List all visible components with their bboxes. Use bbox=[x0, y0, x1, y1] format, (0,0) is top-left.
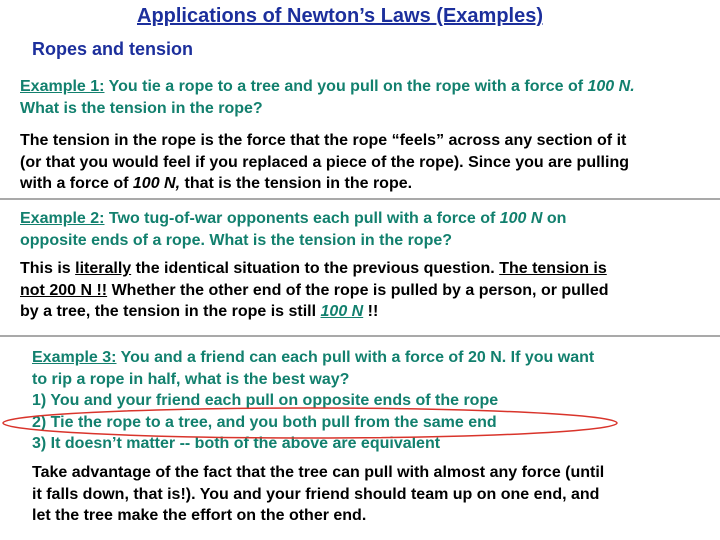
example3-answer-line2: it falls down, that is!). You and your friend should team up on one end, and bbox=[32, 485, 600, 503]
example2-answer-start: This is bbox=[20, 260, 76, 277]
divider-2 bbox=[0, 335, 720, 337]
example1-answer-line1: The tension in the rope is the force that the rope “feels” across any section of it bbox=[20, 132, 627, 149]
example2-question bbox=[20, 208, 715, 251]
page-title: Applications of Newton’s Laws (Examples) bbox=[137, 5, 543, 27]
example1-answer-line3: with a force of bbox=[20, 175, 133, 192]
example3-answer bbox=[32, 462, 702, 527]
example2-question-end: on bbox=[542, 210, 567, 227]
example3-option-1: 1) You and your friend each pull on opposite ends of the rope bbox=[32, 392, 499, 409]
example3-question bbox=[32, 347, 702, 455]
example1-answer-line2: (or that you would feel if you replaced a piece of the rope). Since you are pulling bbox=[20, 153, 629, 171]
example1-answer bbox=[20, 130, 715, 195]
divider-1 bbox=[0, 198, 720, 200]
section-subtitle: Ropes and tension bbox=[32, 39, 194, 59]
example2-question-line2: opposite ends of a rope. What is the tension in the rope? bbox=[20, 231, 453, 249]
example2-answer-force: 100 N bbox=[320, 303, 364, 320]
example3-answer-line1: Take advantage of the fact that the tree can pull with almost any force (until bbox=[32, 464, 605, 481]
example1-question-force: 100 N. bbox=[587, 78, 635, 95]
example3-question-line2: to rip a rope in half, what is the best way? bbox=[32, 370, 350, 388]
example2-answer-emphasis-1: The tension is bbox=[499, 260, 607, 277]
example3-question-text: You and a friend can each pull with a force of 20 N. If you want bbox=[116, 349, 595, 366]
example1-answer-line3-end: that is the tension in the rope. bbox=[180, 175, 413, 192]
example1-question-line2: What is the tension in the rope? bbox=[20, 99, 263, 117]
example2-label: Example 2: bbox=[20, 210, 105, 227]
example1-question bbox=[20, 76, 715, 119]
example2-answer bbox=[20, 258, 715, 323]
example3-label: Example 3: bbox=[32, 349, 117, 366]
example2-answer-emphasis-2: not 200 N !! bbox=[20, 281, 108, 299]
example2-question-text: Two tug-of-war opponents each pull with a force of bbox=[104, 210, 500, 227]
example2-answer-end: !! bbox=[363, 303, 379, 320]
example3-answer-line3: let the tree make the effort on the other end. bbox=[32, 507, 367, 524]
example2-answer-line2: Whether the other end of the rope is pulled by a person, or pulled bbox=[107, 281, 609, 299]
example1-question-text: You tie a rope to a tree and you pull on the rope with a force of bbox=[104, 78, 588, 95]
example2-answer-line3: by a tree, the tension in the rope is still bbox=[20, 303, 321, 320]
example1-label: Example 1: bbox=[20, 78, 105, 95]
example3-option-3: 3) It doesn’t matter -- both of the above are equivalent bbox=[32, 435, 441, 452]
example3-option-2: 2) Tie the rope to a tree, and you both pull from the same end bbox=[32, 413, 497, 431]
example2-answer-mid: the identical situation to the previous question. bbox=[131, 260, 500, 277]
example2-answer-literally: literally bbox=[75, 260, 132, 277]
example2-question-force: 100 N bbox=[499, 210, 543, 227]
example1-answer-force: 100 N, bbox=[132, 175, 181, 192]
